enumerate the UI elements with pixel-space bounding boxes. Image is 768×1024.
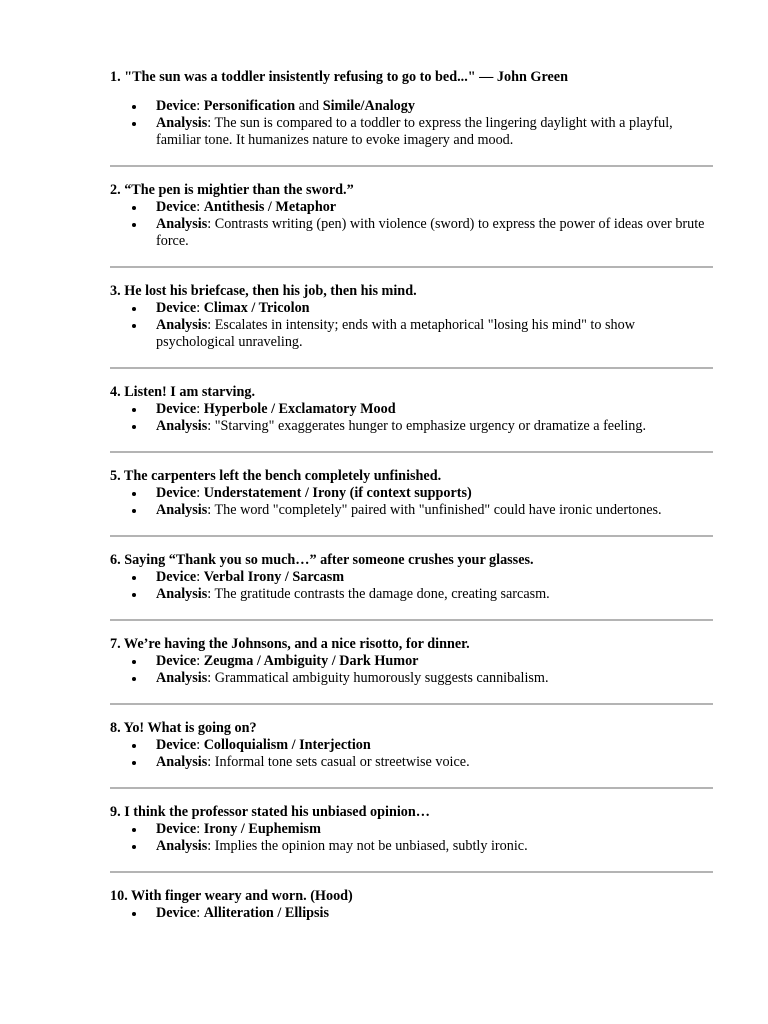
device-bullet xyxy=(110,485,715,502)
device-label: Device xyxy=(156,737,197,753)
analysis-separator: : xyxy=(207,670,215,686)
entry-bullets xyxy=(110,485,715,519)
device-label: Device xyxy=(156,199,197,215)
analysis-text: Contrasts writing (pen) with violence (sword) to express the power of ideas over brute force. xyxy=(156,216,705,249)
device-label: Device xyxy=(156,569,197,585)
device-label: Device xyxy=(156,821,197,837)
section-divider xyxy=(110,266,713,268)
entry-title: 4. Listen! I am starving. xyxy=(110,384,256,400)
entry-bullets xyxy=(110,905,715,922)
device-value: Antithesis / Metaphor xyxy=(203,199,337,215)
device-entry-6 xyxy=(110,552,715,603)
device-bullet xyxy=(110,569,715,586)
analysis-separator: : xyxy=(207,216,215,232)
section-divider xyxy=(110,871,713,873)
device-label: Device xyxy=(156,485,197,501)
device-separator: : xyxy=(196,821,204,837)
device-label: Device xyxy=(156,401,197,417)
entry-bullets xyxy=(110,737,715,771)
entry-bullets xyxy=(110,401,715,435)
analysis-separator: : xyxy=(207,418,215,434)
analysis-bullet xyxy=(110,754,715,771)
device-separator: : xyxy=(196,401,204,417)
device-bullet xyxy=(110,300,715,317)
device-entry-5 xyxy=(110,468,715,519)
device-bullet xyxy=(110,401,715,418)
analysis-text: Implies the opinion may not be unbiased, subtly ironic. xyxy=(214,838,528,854)
analysis-bullet xyxy=(110,670,715,687)
entry-bullets xyxy=(110,653,715,687)
device-separator: : xyxy=(196,300,204,316)
device-separator: : xyxy=(196,98,204,114)
entry-title: 3. He lost his briefcase, then his job, then his mind. xyxy=(110,283,417,299)
entry-title: 8. Yo! What is going on? xyxy=(110,720,257,736)
device-value: Alliteration / Ellipsis xyxy=(203,905,330,921)
analysis-label: Analysis xyxy=(156,115,208,131)
device-value: Colloquialism / Interjection xyxy=(203,737,371,753)
device-separator: : xyxy=(196,569,204,585)
section-divider xyxy=(110,619,713,621)
analysis-text: The word "completely" paired with "unfinished" could have ironic undertones. xyxy=(214,502,662,518)
device-label: Device xyxy=(156,653,197,669)
analysis-label: Analysis xyxy=(156,586,208,602)
device-bullet xyxy=(110,653,715,670)
device-bullet xyxy=(110,905,715,922)
section-divider xyxy=(110,787,713,789)
analysis-text: The sun is compared to a toddler to express the lingering daylight with a playful, familiar tone. It humanizes nature to evoke imagery and mood. xyxy=(156,115,673,148)
analysis-bullet xyxy=(110,216,715,250)
section-divider xyxy=(110,535,713,537)
analysis-label: Analysis xyxy=(156,216,208,232)
entry-bullets xyxy=(110,300,715,351)
entry-bullets xyxy=(110,569,715,603)
device-label: Device xyxy=(156,905,197,921)
section-divider xyxy=(110,367,713,369)
analysis-bullet xyxy=(110,418,715,435)
device-separator: : xyxy=(196,199,204,215)
analysis-bullet xyxy=(110,317,715,351)
device-entry-2 xyxy=(110,182,715,250)
entry-title: 9. I think the professor stated his unbiased opinion… xyxy=(110,804,430,820)
device-separator: : xyxy=(196,653,204,669)
entry-title: 2. “The pen is mightier than the sword.” xyxy=(110,182,354,198)
analysis-text: Escalates in intensity; ends with a metaphorical "losing his mind" to show psychological unraveling. xyxy=(156,317,635,350)
device-entry-7 xyxy=(110,636,715,687)
entry-title: 1. "The sun was a toddler insistently refusing to go to bed..." — John Green xyxy=(110,69,568,85)
analysis-bullet xyxy=(110,115,715,149)
device-entry-1 xyxy=(110,69,715,149)
analysis-separator: : xyxy=(207,754,215,770)
analysis-text: The gratitude contrasts the damage done, creating sarcasm. xyxy=(214,586,550,602)
analysis-separator: : xyxy=(207,502,215,518)
entry-bullets xyxy=(110,821,715,855)
device-value: Verbal Irony / Sarcasm xyxy=(203,569,345,585)
analysis-text: Informal tone sets casual or streetwise voice. xyxy=(214,754,470,770)
device-separator: : xyxy=(196,485,204,501)
device-label: Device xyxy=(156,300,197,316)
device-entry-8 xyxy=(110,720,715,771)
analysis-label: Analysis xyxy=(156,317,208,333)
analysis-text: "Starving" exaggerates hunger to emphasize urgency or dramatize a feeling. xyxy=(214,418,647,434)
entry-title: 6. Saying “Thank you so much…” after someone crushes your glasses. xyxy=(110,552,534,568)
entry-title: 10. With finger weary and worn. (Hood) xyxy=(110,888,353,904)
device-join: and xyxy=(295,98,323,114)
analysis-bullet xyxy=(110,586,715,603)
device-bullet xyxy=(110,737,715,754)
device-value: Climax / Tricolon xyxy=(203,300,310,316)
device-entry-3 xyxy=(110,283,715,351)
device-value: Hyperbole / Exclamatory Mood xyxy=(203,401,396,417)
device-bullet xyxy=(110,821,715,838)
analysis-bullet xyxy=(110,502,715,519)
section-divider xyxy=(110,165,713,167)
section-divider xyxy=(110,451,713,453)
analysis-label: Analysis xyxy=(156,754,208,770)
entry-title: 5. The carpenters left the bench completely unfinished. xyxy=(110,468,442,484)
analysis-label: Analysis xyxy=(156,502,208,518)
device-value: Personification xyxy=(203,98,296,114)
analysis-separator: : xyxy=(207,317,215,333)
device-value: Irony / Euphemism xyxy=(203,821,321,837)
device-value-secondary: Simile/Analogy xyxy=(322,98,415,114)
device-bullet xyxy=(110,199,715,216)
entry-bullets xyxy=(110,199,715,250)
device-entry-4 xyxy=(110,384,715,435)
analysis-label: Analysis xyxy=(156,418,208,434)
device-bullet xyxy=(110,98,715,115)
section-divider xyxy=(110,703,713,705)
analysis-text: Grammatical ambiguity humorously suggests cannibalism. xyxy=(214,670,549,686)
entry-bullets xyxy=(110,98,715,149)
analysis-separator: : xyxy=(207,115,215,131)
device-separator: : xyxy=(196,905,204,921)
analysis-label: Analysis xyxy=(156,670,208,686)
analysis-separator: : xyxy=(207,586,215,602)
analysis-separator: : xyxy=(207,838,215,854)
entry-title: 7. We’re having the Johnsons, and a nice risotto, for dinner. xyxy=(110,636,470,652)
device-value: Zeugma / Ambiguity / Dark Humor xyxy=(203,653,419,669)
device-entry-10 xyxy=(110,888,715,922)
analysis-label: Analysis xyxy=(156,838,208,854)
device-value: Understatement / Irony (if context supports) xyxy=(203,485,472,501)
device-label: Device xyxy=(156,98,197,114)
analysis-bullet xyxy=(110,838,715,855)
device-separator: : xyxy=(196,737,204,753)
device-entry-9 xyxy=(110,804,715,855)
